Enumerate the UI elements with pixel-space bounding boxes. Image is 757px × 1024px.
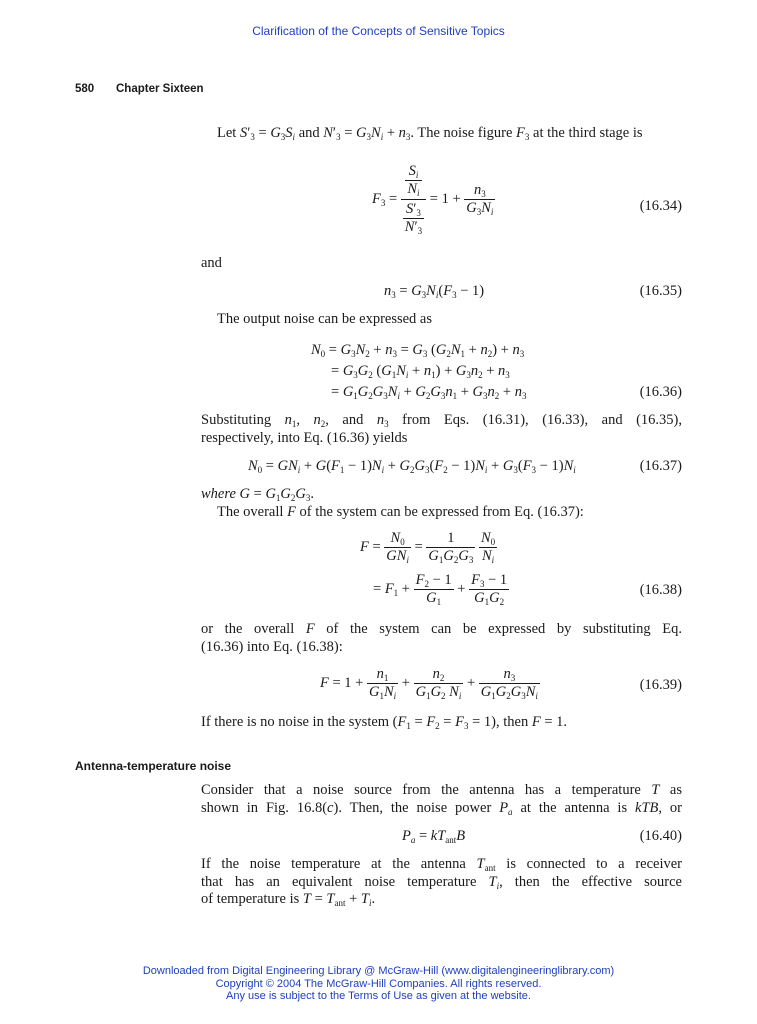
footer-download-link[interactable]: Downloaded from Digital Engineering Library @ McGraw-Hill (www.digitalengineeringlibrary.com): [142, 965, 615, 977]
equation-16-40: $P_a = kT_{ant}B$: [402, 828, 466, 845]
equation-number-16-40: (16.40): [639, 828, 682, 844]
equation-number-16-35: (16.35): [639, 283, 682, 299]
equation-16-38-line2: = $F_1$ + $\frac{F_2 - 1}{G_1}$ + $\frac{F_3 - 1}{G_1G_2}$: [373, 572, 508, 607]
page-number: 580: [75, 83, 95, 95]
equation-16-38-line1: F = $\frac{N_0}{GN_i}$ = $\frac{1}{G_1G_2G_3}$ $\frac{N_0}{N_i}$: [360, 530, 496, 565]
paragraph-antenna: Consider that a noise source from the antenna has a temperature T as shown in Fig. 16.8(c). Then, the noise power $P_a$ at the antenna is kTB, or: [201, 782, 682, 817]
equation-16-39: F = 1 + $\frac{n_1}{G_1N_i}$ + $\frac{n_2}{G_1G_2 N_i}$ + $\frac{n_3}{G_1G_2G_3N_i}$: [320, 666, 538, 701]
text-where-g: where $G = G_1G_2G_3$.: [201, 486, 315, 503]
footer-copyright: Copyright © 2004 The McGraw-Hill Companies. All rights reserved.: [215, 978, 542, 990]
paragraph-intro: Let $S'_3 = G_3S_i$ and $N'_3 = G_3N_i + n_3$. The noise figure $F_3$ at the third stage is: [217, 125, 643, 142]
equation-16-34: $F_3$ = $\frac{\frac{S_i}{N_i}}{\frac{S'_3}{N'_3}}$ = 1 + $\frac{n_3}{G_3N_i}$: [372, 163, 494, 236]
paragraph-overall-f: The overall F of the system can be expressed from Eq. (16.37):: [217, 504, 584, 520]
equation-number-16-37: (16.37): [639, 458, 682, 474]
equation-number-16-34: (16.34): [639, 198, 682, 214]
footer-terms[interactable]: Any use is subject to the Terms of Use as given at the website.: [226, 990, 531, 1002]
paragraph-or-overall: or the overall F of the system can be expressed by substituting Eq. (16.36) into Eq. (16.38):: [201, 621, 682, 655]
running-header: Clarification of the Concepts of Sensitive Topics: [252, 24, 505, 38]
section-heading: Antenna-temperature noise: [75, 759, 232, 773]
paragraph-noise-temperature: If the noise temperature at the antenna $T_{ant}$ is connected to a receiver that has an equivalent noise temperature $T_i$, then the effective source of temperature is $T = T_{ant} + T_i$.: [201, 856, 682, 908]
equation-16-37: $N_0 = GN_i + G(F_1 - 1)N_i + G_2G_3(F_2 - 1)N_i + G_3(F_3 - 1)N_i$: [248, 458, 576, 475]
paragraph-substituting: Substituting $n_1$, $n_2$, and $n_3$ from Eqs. (16.31), (16.33), and (16.35), respectively, into Eq. (16.36) yields: [201, 412, 682, 446]
chapter-title: Chapter Sixteen: [116, 83, 204, 95]
equation-16-36: $N_0 = G_3N_2 + n_3 = G_3$ $(G_2N_1 + n_2) + n_3$ = $G_3G_2$ $(G_1N_i + n_1) + G_3n_2 + n_3$ = $G_1G_2G_3N_i + G_2G_3n_1 + G_3n_2 + n_3$: [311, 342, 527, 401]
equation-16-35: $n_3 = G_3N_i(F_3 - 1)$: [384, 283, 485, 300]
text-and: and: [201, 255, 222, 271]
paragraph-no-noise: If there is no noise in the system $(F_1 = F_2 = F_3 = 1)$, then F = 1.: [201, 714, 567, 731]
equation-number-16-38: (16.38): [639, 582, 682, 598]
equation-number-16-39: (16.39): [639, 677, 682, 693]
paragraph-output-noise: The output noise can be expressed as: [217, 311, 433, 327]
equation-number-16-36: (16.36): [639, 384, 682, 400]
